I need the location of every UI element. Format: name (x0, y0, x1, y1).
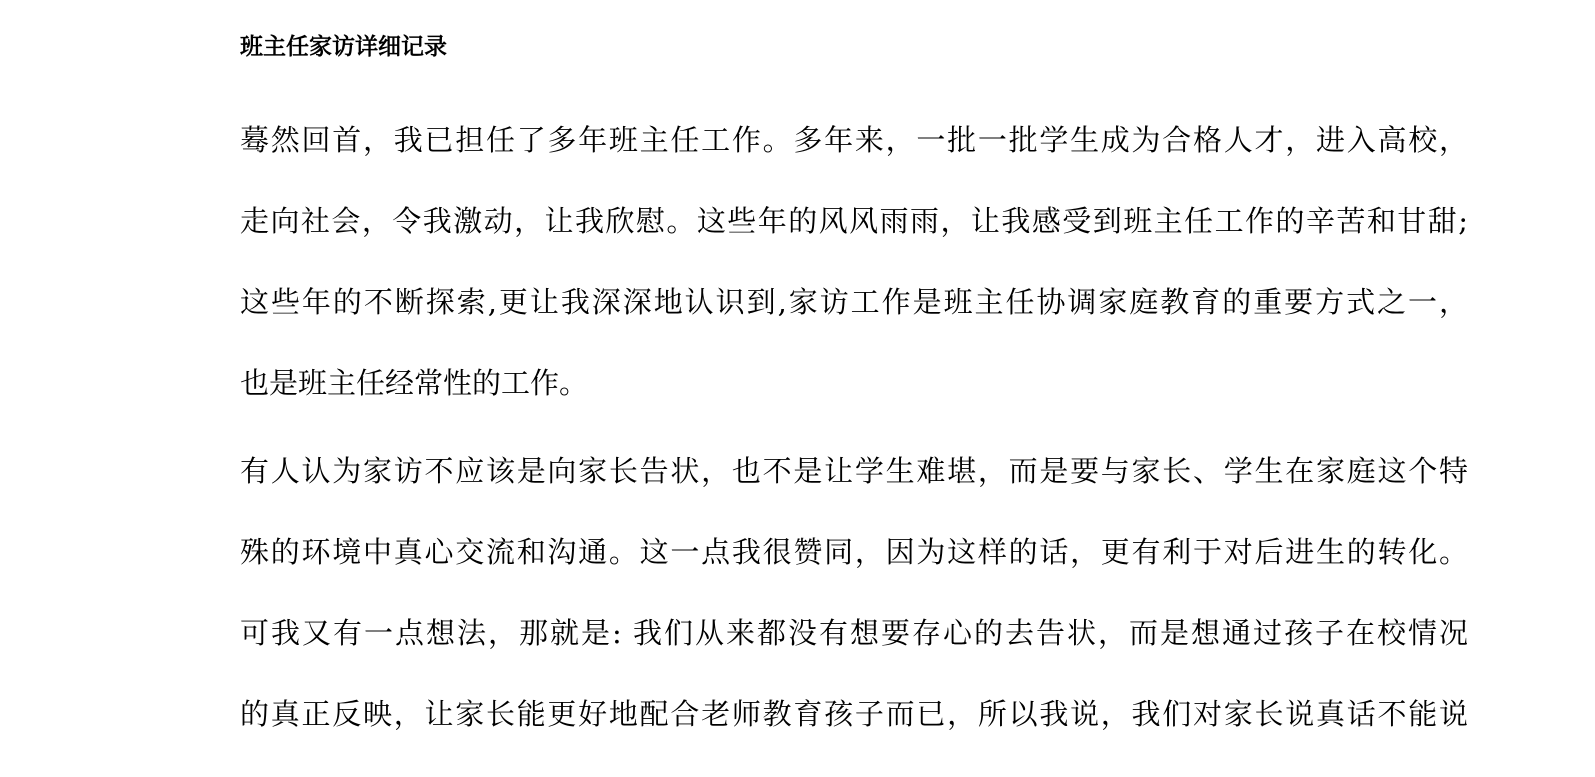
text-line: 殊的环境中真心交流和沟通。这一点我很赞同，因为这样的话，更有利于对后进生的转化。 (240, 535, 1468, 569)
text-line: 走向社会，令我激动，让我欣慰。这些年的风风雨雨，让我感受到班主任工作的辛苦和甘甜; (240, 204, 1468, 238)
text-line: 的真正反映，让家长能更好地配合老师教育孩子而已，所以我说，我们对家长说真话不能说 (240, 697, 1468, 731)
paragraph-2 (240, 431, 1468, 755)
text-line: 也是班主任经常性的工作。 (240, 366, 589, 400)
document-page (240, 26, 1468, 762)
text-line: 有人认为家访不应该是向家长告状，也不是让学生难堪，而是要与家长、学生在家庭这个特 (240, 454, 1468, 488)
paragraph-1 (240, 100, 1468, 424)
text-line: 蓦然回首，我已担任了多年班主任工作。多年来，一批一批学生成为合格人才，进入高校， (240, 123, 1468, 157)
text-line: 这些年的不断探索,更让我深深地认识到,家访工作是班主任协调家庭教育的重要方式之一， (240, 285, 1468, 319)
text-line: 可我又有一点想法，那就是: 我们从来都没有想要存心的去告状，而是想通过孩子在校情况 (240, 616, 1468, 650)
document-title: 班主任家访详细记录 (240, 33, 447, 60)
